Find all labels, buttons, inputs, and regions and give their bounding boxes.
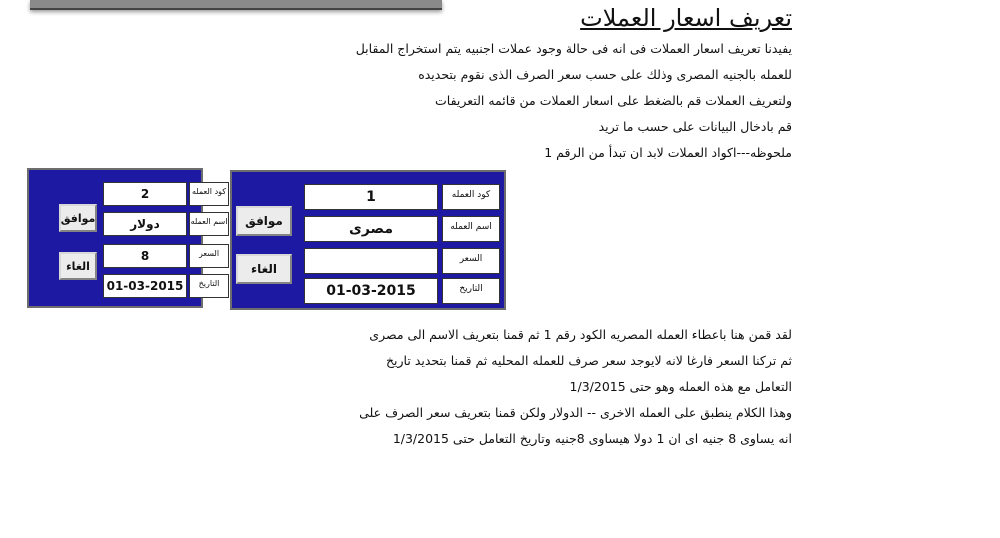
currency-date-field[interactable]: 01-03-2015 bbox=[103, 274, 187, 298]
ok-button[interactable]: موافق bbox=[236, 206, 292, 236]
explain-line: ثم تركنا السعر فارغا لانه لايوجد سعر صرف للعمله المحليه ثم قمنا بتحديد تاريخ bbox=[385, 353, 792, 368]
intro-paragraph bbox=[92, 36, 792, 166]
intro-line: ملحوظه---اكواد العملات لابد ان تبدأ من الرقم 1 bbox=[544, 145, 792, 160]
currency-price-field[interactable] bbox=[304, 248, 438, 274]
explain-line: انه يساوى 8 جنيه اى ان 1 دولا هيساوى 8جنيه وتاريخ التعامل حتى 1/3/2015 bbox=[392, 431, 792, 446]
currency-name-label: اسم العمله bbox=[442, 216, 500, 242]
intro-line: ولتعريف العملات قم بالضغط على اسعار العملات من قائمه التعريفات bbox=[435, 93, 792, 108]
currency-name-field[interactable]: مصرى bbox=[304, 216, 438, 242]
explain-line: التعامل مع هذه العمله وهو حتى 1/3/2015 bbox=[569, 379, 792, 394]
currency-code-label: كود العمله bbox=[442, 184, 500, 210]
currency-code-field[interactable]: 1 bbox=[304, 184, 438, 210]
currency-price-label: السعر bbox=[189, 244, 229, 268]
explanation-paragraph bbox=[92, 322, 792, 452]
explain-line: لقد قمن هنا باعطاء العمله المصريه الكود رقم 1 ثم قمنا بتعريف الاسم الى مصرى bbox=[369, 327, 792, 342]
currency-price-field[interactable]: 8 bbox=[103, 244, 187, 268]
explain-line: وهذا الكلام ينطبق على العمله الاخرى -- الدولار ولكن قمنا بتعريف سعر الصرف على bbox=[359, 405, 792, 420]
currency-date-label: التاريخ bbox=[189, 274, 229, 298]
ok-button[interactable]: موافق bbox=[59, 204, 97, 232]
currency-name-field[interactable]: دولار bbox=[103, 212, 187, 236]
currency-date-label: التاريخ bbox=[442, 278, 500, 304]
currency-date-field[interactable]: 01-03-2015 bbox=[304, 278, 438, 304]
currency-code-field[interactable]: 2 bbox=[103, 182, 187, 206]
window-bar-fragment bbox=[30, 0, 442, 10]
currency-form-egp bbox=[230, 170, 506, 310]
currency-name-label: اسم العمله bbox=[189, 212, 229, 236]
intro-line: قم بادخال البيانات على حسب ما تريد bbox=[598, 119, 792, 134]
cancel-button[interactable]: الغاء bbox=[236, 254, 292, 284]
currency-form-usd bbox=[27, 168, 228, 308]
page-title: تعريف اسعار العملات bbox=[580, 4, 792, 32]
intro-line: للعمله بالجنيه المصرى وذلك على حسب سعر الصرف الذى نقوم بتحديده bbox=[418, 67, 792, 82]
cancel-button[interactable]: الغاء bbox=[59, 252, 97, 280]
currency-code-label: كود العمله bbox=[189, 182, 229, 206]
intro-line: يفيدنا تعريف اسعار العملات فى انه فى حالة وجود عملات اجنبيه يتم استخراج المقابل bbox=[355, 41, 792, 56]
currency-price-label: السعر bbox=[442, 248, 500, 274]
